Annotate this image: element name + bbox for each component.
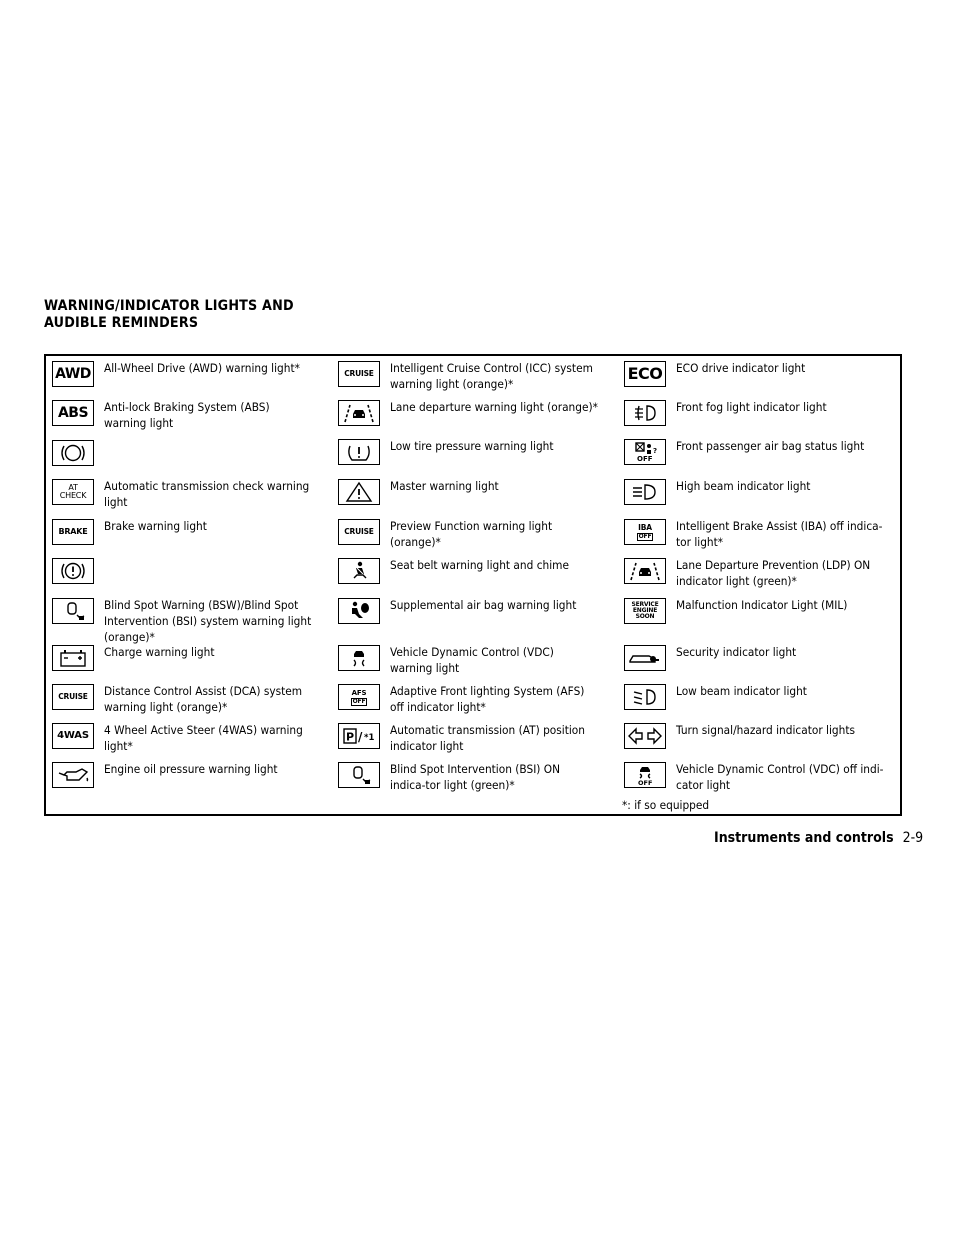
master-warning-icon xyxy=(338,479,380,505)
indicator-label: Charge warning light xyxy=(104,645,215,659)
indicator-label: Blind Spot Intervention (BSI) ON indica-tor light (green)* xyxy=(390,762,561,792)
high-beam-icon xyxy=(624,479,666,505)
page-footer xyxy=(714,829,923,847)
tire-pressure-icon xyxy=(338,439,380,465)
icon-text: IBA OFF xyxy=(638,522,652,540)
indicator-label: Front fog light indicator light xyxy=(676,400,827,414)
svg-text:P: P xyxy=(346,730,355,744)
indicator-label: Brake warning light xyxy=(104,519,207,533)
icon-text: AWD xyxy=(55,366,91,382)
icon-text: CRUISE xyxy=(344,527,374,536)
at-check-icon xyxy=(52,479,94,505)
icon-text: CRUISE xyxy=(344,369,374,378)
turn-signal-icon xyxy=(624,723,666,749)
indicator-label: 4 Wheel Active Steer (4WAS) warning light* xyxy=(104,723,303,753)
indicator-label: Low tire pressure warning light xyxy=(390,439,554,453)
icon-text: ECO xyxy=(627,364,663,383)
indicator-label: Lane departure warning light (orange)* xyxy=(390,400,598,414)
indicator-label: Malfunction Indicator Light (MIL) xyxy=(676,598,848,612)
indicator-label: Low beam indicator light xyxy=(676,684,807,698)
oil-can-icon xyxy=(52,762,94,788)
indicator-label: Automatic transmission check warning light xyxy=(104,479,310,509)
indicator-label: Security indicator light xyxy=(676,645,797,659)
icon-text: 4WAS xyxy=(57,730,89,741)
indicator-label: Vehicle Dynamic Control (VDC) off indi-cator light xyxy=(676,762,884,792)
seat-belt-icon xyxy=(338,558,380,584)
footer-section-title: Instruments and controls xyxy=(714,830,894,846)
indicator-label: Lane Departure Prevention (LDP) ON indicator light (green)* xyxy=(676,558,871,588)
front-fog-icon xyxy=(624,400,666,426)
icon-text: SERVICE ENGINE SOON xyxy=(631,601,659,620)
mil-icon xyxy=(624,598,666,624)
icon-text: BRAKE xyxy=(58,527,88,536)
blind-spot-icon xyxy=(52,598,94,624)
icon-text: AFS OFF xyxy=(351,688,367,705)
table-column-2 xyxy=(332,356,618,814)
indicator-label: Master warning light xyxy=(390,479,499,493)
passenger-airbag-icon xyxy=(624,439,666,465)
cruise-icon xyxy=(338,361,380,387)
indicator-label: Front passenger air bag status light xyxy=(676,439,865,453)
abs-icon xyxy=(52,400,94,426)
indicator-label: Seat belt warning light and chime xyxy=(390,558,569,572)
icon-text: AT CHECK xyxy=(59,483,87,500)
indicator-label: Blind Spot Warning (BSW)/Blind Spot Intervention (BSI) system warning light (orange)* xyxy=(104,598,312,644)
indicator-label: Vehicle Dynamic Control (VDC) warning light xyxy=(390,645,554,675)
afs-off-icon xyxy=(338,684,380,710)
indicator-lights-table xyxy=(44,354,902,816)
table-column-3 xyxy=(618,356,904,814)
indicator-label: Anti-lock Braking System (ABS) warning light xyxy=(104,400,270,430)
indicator-label: Engine oil pressure warning light xyxy=(104,762,278,776)
iba-off-icon xyxy=(624,519,666,545)
icon-text: ABS xyxy=(57,405,89,421)
bsi-on-icon xyxy=(338,762,380,788)
svg-text:/: / xyxy=(358,730,363,744)
brake-circle-icon xyxy=(52,558,94,584)
security-icon xyxy=(624,645,666,671)
low-beam-icon xyxy=(624,684,666,710)
indicator-label: Automatic transmission (AT) position indicator light xyxy=(390,723,585,753)
awd-icon xyxy=(52,361,94,387)
indicator-label: Distance Control Assist (DCA) system warning light (orange)* xyxy=(104,684,303,714)
brake-text-icon xyxy=(52,519,94,545)
indicator-label: Intelligent Brake Assist (IBA) off indica-tor light* xyxy=(676,519,883,549)
indicator-label: High beam indicator light xyxy=(676,479,811,493)
off-text: OFF xyxy=(637,455,653,463)
table-column-1 xyxy=(46,356,332,814)
at-position-icon xyxy=(338,723,380,749)
eco-icon xyxy=(624,361,666,387)
svg-text:OFF: OFF xyxy=(638,779,653,786)
cruise-icon xyxy=(52,684,94,710)
cruise-icon xyxy=(338,519,380,545)
indicator-label: Turn signal/hazard indicator lights xyxy=(676,723,856,737)
page-title: WARNING/INDICATOR LIGHTS AND AUDIBLE REMINDERS xyxy=(44,298,294,331)
battery-icon xyxy=(52,645,94,671)
abs-circle-icon xyxy=(52,440,94,466)
indicator-label: Intelligent Cruise Control (ICC) system warning light (orange)* xyxy=(390,361,593,391)
ldp-on-icon xyxy=(624,558,666,584)
vdc-off-icon xyxy=(624,762,666,788)
svg-text:?: ? xyxy=(653,447,658,455)
indicator-label: Preview Function warning light (orange)* xyxy=(390,519,553,549)
indicator-label: All-Wheel Drive (AWD) warning light* xyxy=(104,361,300,375)
vdc-icon xyxy=(338,645,380,671)
air-bag-icon xyxy=(338,598,380,624)
indicator-label: ECO drive indicator light xyxy=(676,361,806,375)
svg-text:*1: *1 xyxy=(364,733,375,743)
indicator-label: Supplemental air bag warning light xyxy=(390,598,577,612)
indicator-label: Adaptive Front lighting System (AFS) off indicator light* xyxy=(390,684,585,714)
page-number: 2-9 xyxy=(902,830,924,846)
icon-text: CRUISE xyxy=(58,692,88,701)
lane-departure-icon xyxy=(338,400,380,426)
footnote: *: if so equipped xyxy=(622,798,710,812)
4was-icon xyxy=(52,723,94,749)
